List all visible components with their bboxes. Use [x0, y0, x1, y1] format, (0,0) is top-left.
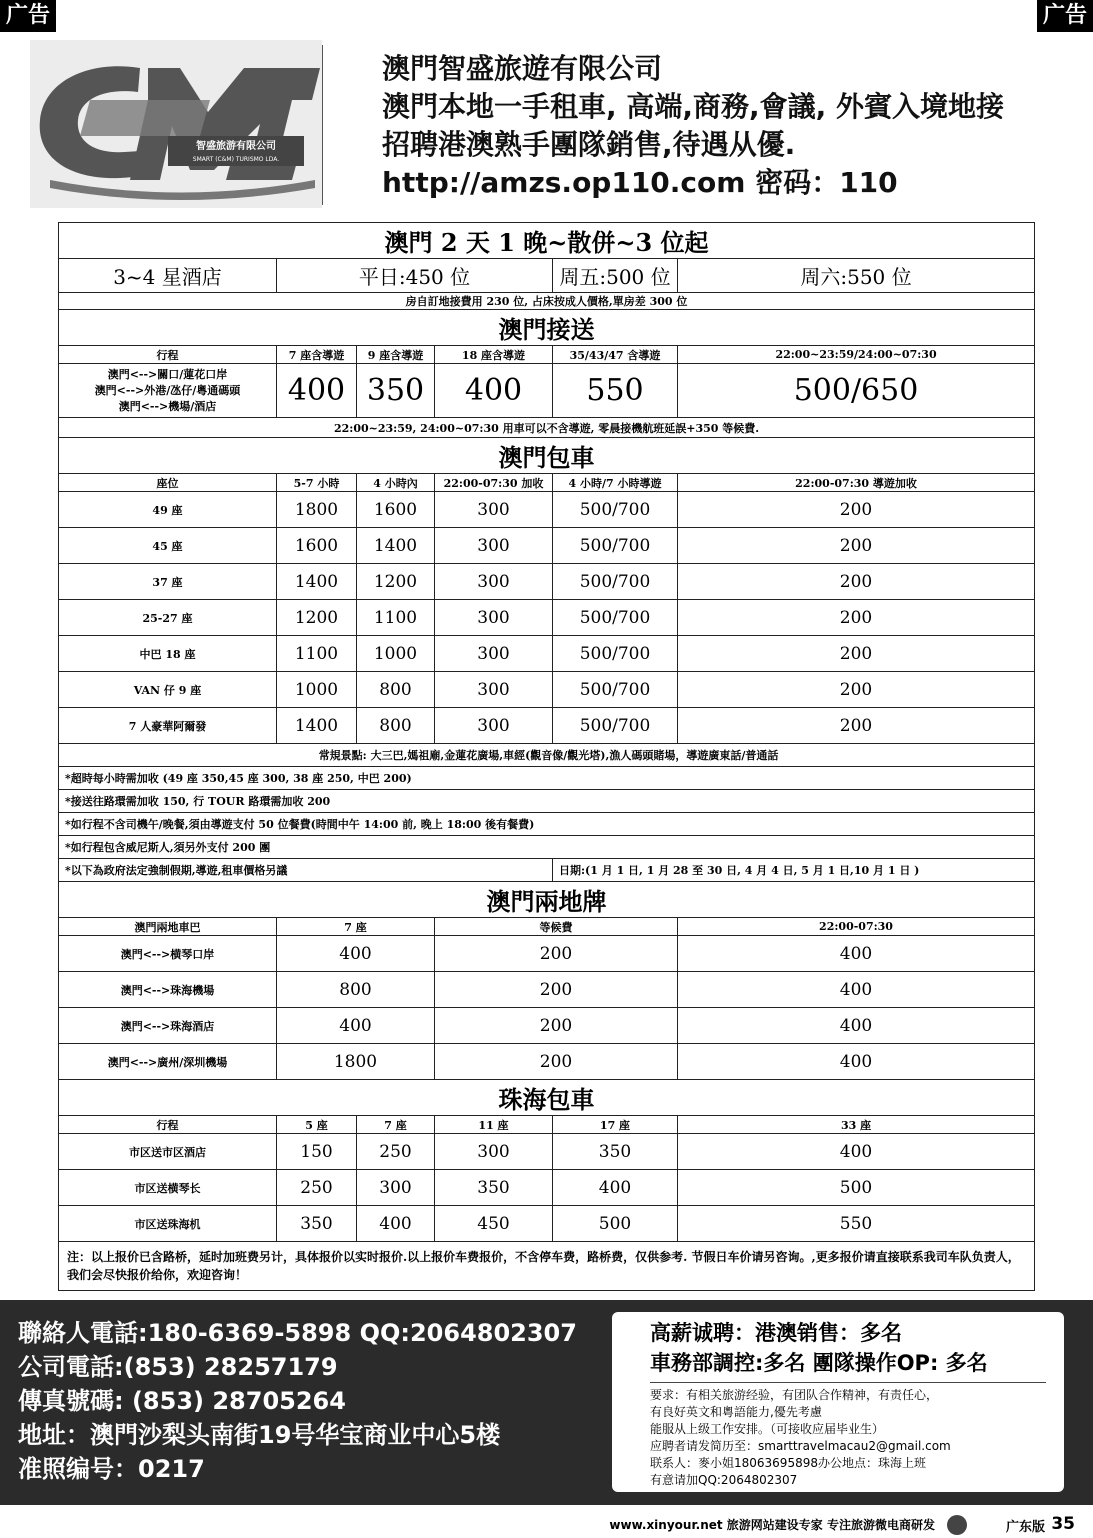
charter-row-value: 300 [435, 564, 553, 600]
transfer-route: 澳門<-->外港/氹仔/粵通碼頭 [94, 383, 241, 397]
charter-row-value: 500/700 [553, 492, 678, 528]
plates-row-value: 200 [435, 936, 678, 972]
charter-row-value: 200 [678, 708, 1035, 744]
logo-cn-text: 智盛旅游有限公司 [196, 141, 276, 152]
zhuhai-row-value: 350 [435, 1170, 553, 1206]
charter-row-value: 1600 [277, 528, 357, 564]
plates-header: 22:00-07:30 [678, 918, 1035, 936]
zhuhai-row-value: 400 [553, 1170, 678, 1206]
charter-row-value: 300 [435, 528, 553, 564]
zhuhai-row-value: 350 [553, 1134, 678, 1170]
charter-row-label: 7 人豪華阿爾發 [59, 708, 277, 744]
plates-row-value: 200 [435, 1008, 678, 1044]
transfer-routes [59, 364, 277, 418]
charter-row [59, 492, 1035, 528]
tour-note: 房自訂地接費用 230 位, 占床按成人價格,單房差 300 位 [59, 293, 1035, 310]
zhuhai-row [59, 1206, 1035, 1242]
charter-header: 22:00-07:30 導遊加收 [678, 474, 1035, 492]
charter-note: *如行程包含威尼斯人,須另外支付 200 團 [59, 836, 1035, 859]
zhuhai-row-value: 300 [357, 1170, 435, 1206]
service-line: 澳門本地一手租車, 高端,商務,會議, 外賓入境地接 [382, 90, 1005, 123]
zhuhai-row-value: 300 [435, 1134, 553, 1170]
charter-note: *超時每小時需加收 (49 座 350,45 座 300, 38 座 250, 中巴 200) [59, 767, 1035, 790]
transfer-price-9: 350 [357, 364, 435, 418]
charter-header: 4 小時/7 小時導遊 [553, 474, 678, 492]
charter-row-value: 200 [678, 564, 1035, 600]
charter-row-value: 1200 [357, 564, 435, 600]
website-line: http://amzs.op110.com 密码：110 [382, 166, 898, 199]
brand-icon [947, 1515, 967, 1535]
charter-row [59, 564, 1035, 600]
transfer-route: 澳門<-->機場/酒店 [118, 399, 217, 413]
holiday-dates: 日期:(1 月 1 日, 1 月 28 至 30 日, 4 月 4 日, 5 月 1 日,10 月 1 日 ) [553, 859, 1035, 882]
fax-number: 傳真號碼: (853) 28705264 [18, 1387, 346, 1415]
plates-row-value: 400 [678, 972, 1035, 1008]
logo-en-text: SMART (C&M) TURISMO LDA. [192, 156, 280, 163]
recruit-line: 有良好英文和粵語能力,優先考慮 [650, 1405, 822, 1419]
plates-row-value: 400 [678, 1008, 1035, 1044]
recruit-email: 应聘者请发简历至：smarttravelmacau2@gmail.com [650, 1439, 951, 1453]
charter-row-label: VAN 仔 9 座 [59, 672, 277, 708]
transfer-header: 9 座含導遊 [357, 346, 435, 364]
recruit-heading: 高薪诚聘：港澳销售：多名 [650, 1321, 902, 1345]
transfer-price-18: 400 [435, 364, 553, 418]
charter-header: 22:00-07:30 加收 [435, 474, 553, 492]
charter-note: *如行程不含司機午/晚餐,須由導遊支付 50 位餐費(時間中午 14:00 前, 晚上 18:00 後有餐費) [59, 813, 1035, 836]
zhuhai-row-label: 市区送珠海机 [59, 1206, 277, 1242]
transfer-title: 澳門接送 [59, 310, 1035, 346]
recruit-line: 联系人：麥小姐18063695898办公地点：珠海上班 [650, 1456, 926, 1470]
transfer-header: 行程 [59, 346, 277, 364]
plates-row-value: 400 [678, 1044, 1035, 1080]
charter-row [59, 708, 1035, 744]
charter-row-value: 1200 [277, 600, 357, 636]
charter-row [59, 636, 1035, 672]
plates-row-value: 200 [435, 1044, 678, 1080]
zhuhai-row-value: 500 [553, 1206, 678, 1242]
recruit-line: 有意请加QQ:2064802307 [650, 1473, 798, 1487]
zhuhai-row [59, 1134, 1035, 1170]
charter-row-value: 500/700 [553, 528, 678, 564]
tour-title: 澳門 2 天 1 晚~散併~3 位起 [59, 223, 1035, 259]
zhuhai-row-value: 250 [357, 1134, 435, 1170]
contact-band [0, 1300, 1093, 1505]
charter-row-value: 500/700 [553, 564, 678, 600]
charter-row-value: 800 [357, 672, 435, 708]
recruit-divider [650, 1382, 1046, 1383]
plates-row-value: 400 [277, 1008, 435, 1044]
charter-row [59, 672, 1035, 708]
charter-sights: 常規景點: 大三巴,媽祖廟,金蓮花廣場,車經(觀音像/觀光塔),漁人碼頭賭場，導遊廣東話/普通話 [59, 744, 1035, 767]
footer-text: www.xinyour.net 旅游网站建设专家 专注旅游微电商研发 [609, 1518, 935, 1532]
charter-row-value: 1100 [357, 600, 435, 636]
charter-row-label: 45 座 [59, 528, 277, 564]
plates-row-value: 400 [277, 936, 435, 972]
zhuhai-title: 珠海包車 [59, 1080, 1035, 1116]
plates-row-value: 400 [678, 936, 1035, 972]
page-footer [0, 1512, 1093, 1538]
charter-row-value: 500/700 [553, 636, 678, 672]
header-lines [382, 50, 1004, 202]
tour-friday-price: 周五:500 位 [553, 259, 678, 293]
recruit-box [612, 1312, 1064, 1492]
plates-row [59, 1008, 1035, 1044]
zhuhai-row-value: 250 [277, 1170, 357, 1206]
address: 地址：澳門沙梨头南街19号华宝商业中心5楼 [18, 1421, 501, 1449]
charter-row-label: 中巴 18 座 [59, 636, 277, 672]
transfer-header: 22:00~23:59/24:00~07:30 [678, 346, 1035, 364]
transfer-route: 澳門<-->關口/蓮花口岸 [107, 367, 228, 381]
ad-label-left: 广告 [0, 0, 56, 32]
charter-row-label: 49 座 [59, 492, 277, 528]
header [30, 40, 1060, 210]
charter-row-value: 500/700 [553, 600, 678, 636]
charter-row-value: 1400 [277, 564, 357, 600]
zhuhai-row-value: 450 [435, 1206, 553, 1242]
zhuhai-row [59, 1170, 1035, 1206]
zhuhai-row-label: 市区送横琴长 [59, 1170, 277, 1206]
plates-title: 澳門兩地牌 [59, 882, 1035, 918]
transfer-price-night: 500/650 [678, 364, 1035, 418]
footnote: 注：以上报价已含路桥，延时加班费另计，具体报价以实时报价.以上报价车费报价，不含停车费，路桥费，仅供参考. 节假日车价请另咨询。,更多报价请直接联系我司车队负责人，我们会尽快报价给你，欢迎咨询！ [59, 1242, 1035, 1291]
transfer-header: 7 座含導遊 [277, 346, 357, 364]
logo-divider [322, 45, 323, 205]
zhuhai-header: 行程 [59, 1116, 277, 1134]
recruit-positions: 車務部調控:多名 團隊操作OP: 多名 [650, 1351, 988, 1375]
charter-row-value: 200 [678, 528, 1035, 564]
transfer-header: 18 座含導遊 [435, 346, 553, 364]
charter-note: *接送往路環需加收 150, 行 TOUR 路環需加收 200 [59, 790, 1035, 813]
charter-row-value: 200 [678, 492, 1035, 528]
plates-row-label: 澳門<-->横琴口岸 [59, 936, 277, 972]
charter-row-label: 37 座 [59, 564, 277, 600]
page-number: 35 [1051, 1514, 1075, 1534]
company-phone: 公司電話:(853) 28257179 [18, 1353, 338, 1381]
zhuhai-header: 17 座 [553, 1116, 678, 1134]
charter-row-value: 200 [678, 600, 1035, 636]
charter-row-value: 200 [678, 636, 1035, 672]
zhuhai-row-value: 350 [277, 1206, 357, 1242]
holiday-note: *以下為政府法定強制假期,導遊,租車價格另議 [59, 859, 553, 882]
charter-row-value: 1600 [357, 492, 435, 528]
charter-row-label: 25-27 座 [59, 600, 277, 636]
license-number: 准照编号：0217 [18, 1455, 205, 1483]
transfer-price-large: 550 [553, 364, 678, 418]
plates-row [59, 972, 1035, 1008]
zhuhai-header: 11 座 [435, 1116, 553, 1134]
plates-row-label: 澳門<-->珠海機場 [59, 972, 277, 1008]
charter-header: 5-7 小時 [277, 474, 357, 492]
company-name: 澳門智盛旅遊有限公司 [382, 52, 663, 85]
company-logo [30, 40, 322, 208]
plates-row-value: 200 [435, 972, 678, 1008]
contact-info [18, 1316, 577, 1486]
recruit-line: 能服从上级工作安排。（可接收应届毕业生） [650, 1422, 885, 1436]
charter-row-value: 500/700 [553, 708, 678, 744]
zhuhai-header: 33 座 [678, 1116, 1035, 1134]
plates-row-value: 800 [277, 972, 435, 1008]
recruit-line: 要求：有相关旅游经验，有团队合作精神，有责任心， [650, 1388, 939, 1402]
zhuhai-row-value: 400 [357, 1206, 435, 1242]
charter-row-value: 300 [435, 708, 553, 744]
charter-row-value: 300 [435, 600, 553, 636]
ad-label-right: 广告 [1037, 0, 1093, 32]
transfer-price-7: 400 [277, 364, 357, 418]
zhuhai-row-value: 500 [678, 1170, 1035, 1206]
plates-row [59, 1044, 1035, 1080]
transfer-note: 22:00~23:59, 24:00~07:30 用車可以不含導遊, 零晨接機航班延誤+350 等候費. [59, 418, 1035, 438]
plates-header: 等候費 [435, 918, 678, 936]
charter-header: 4 小時內 [357, 474, 435, 492]
plates-row-label: 澳門<-->廣州/深圳機場 [59, 1044, 277, 1080]
charter-row-value: 1000 [357, 636, 435, 672]
charter-row-value: 300 [435, 492, 553, 528]
tour-saturday-price: 周六:550 位 [678, 259, 1035, 293]
tour-hotel: 3~4 星酒店 [59, 259, 277, 293]
charter-row-value: 1000 [277, 672, 357, 708]
zhuhai-header: 7 座 [357, 1116, 435, 1134]
zhuhai-row-value: 400 [678, 1134, 1035, 1170]
charter-row-value: 200 [678, 672, 1035, 708]
charter-row-value: 1100 [277, 636, 357, 672]
charter-row [59, 528, 1035, 564]
charter-row-value: 300 [435, 672, 553, 708]
charter-row-value: 800 [357, 708, 435, 744]
plates-header: 澳門兩地車巴 [59, 918, 277, 936]
zhuhai-row-value: 150 [277, 1134, 357, 1170]
hiring-line: 招聘港澳熟手團隊銷售,待遇从優. [382, 128, 796, 161]
charter-row-value: 1800 [277, 492, 357, 528]
zhuhai-row-label: 市区送市区酒店 [59, 1134, 277, 1170]
zhuhai-row-value: 550 [678, 1206, 1035, 1242]
charter-header: 座位 [59, 474, 277, 492]
price-table [58, 222, 1035, 1291]
plates-row-label: 澳門<-->珠海酒店 [59, 1008, 277, 1044]
charter-row [59, 600, 1035, 636]
plates-header: 7 座 [277, 918, 435, 936]
charter-title: 澳門包車 [59, 438, 1035, 474]
charter-row-value: 300 [435, 636, 553, 672]
edition-label: 广东版 [1005, 1520, 1045, 1535]
plates-row [59, 936, 1035, 972]
tour-weekday-price: 平日:450 位 [277, 259, 553, 293]
zhuhai-header: 5 座 [277, 1116, 357, 1134]
contact-person: 聯絡人電話:180-6369-5898 QQ:2064802307 [18, 1319, 577, 1347]
transfer-header: 35/43/47 含導遊 [553, 346, 678, 364]
plates-row-value: 1800 [277, 1044, 435, 1080]
charter-row-value: 1400 [357, 528, 435, 564]
charter-row-value: 500/700 [553, 672, 678, 708]
charter-row-value: 1400 [277, 708, 357, 744]
